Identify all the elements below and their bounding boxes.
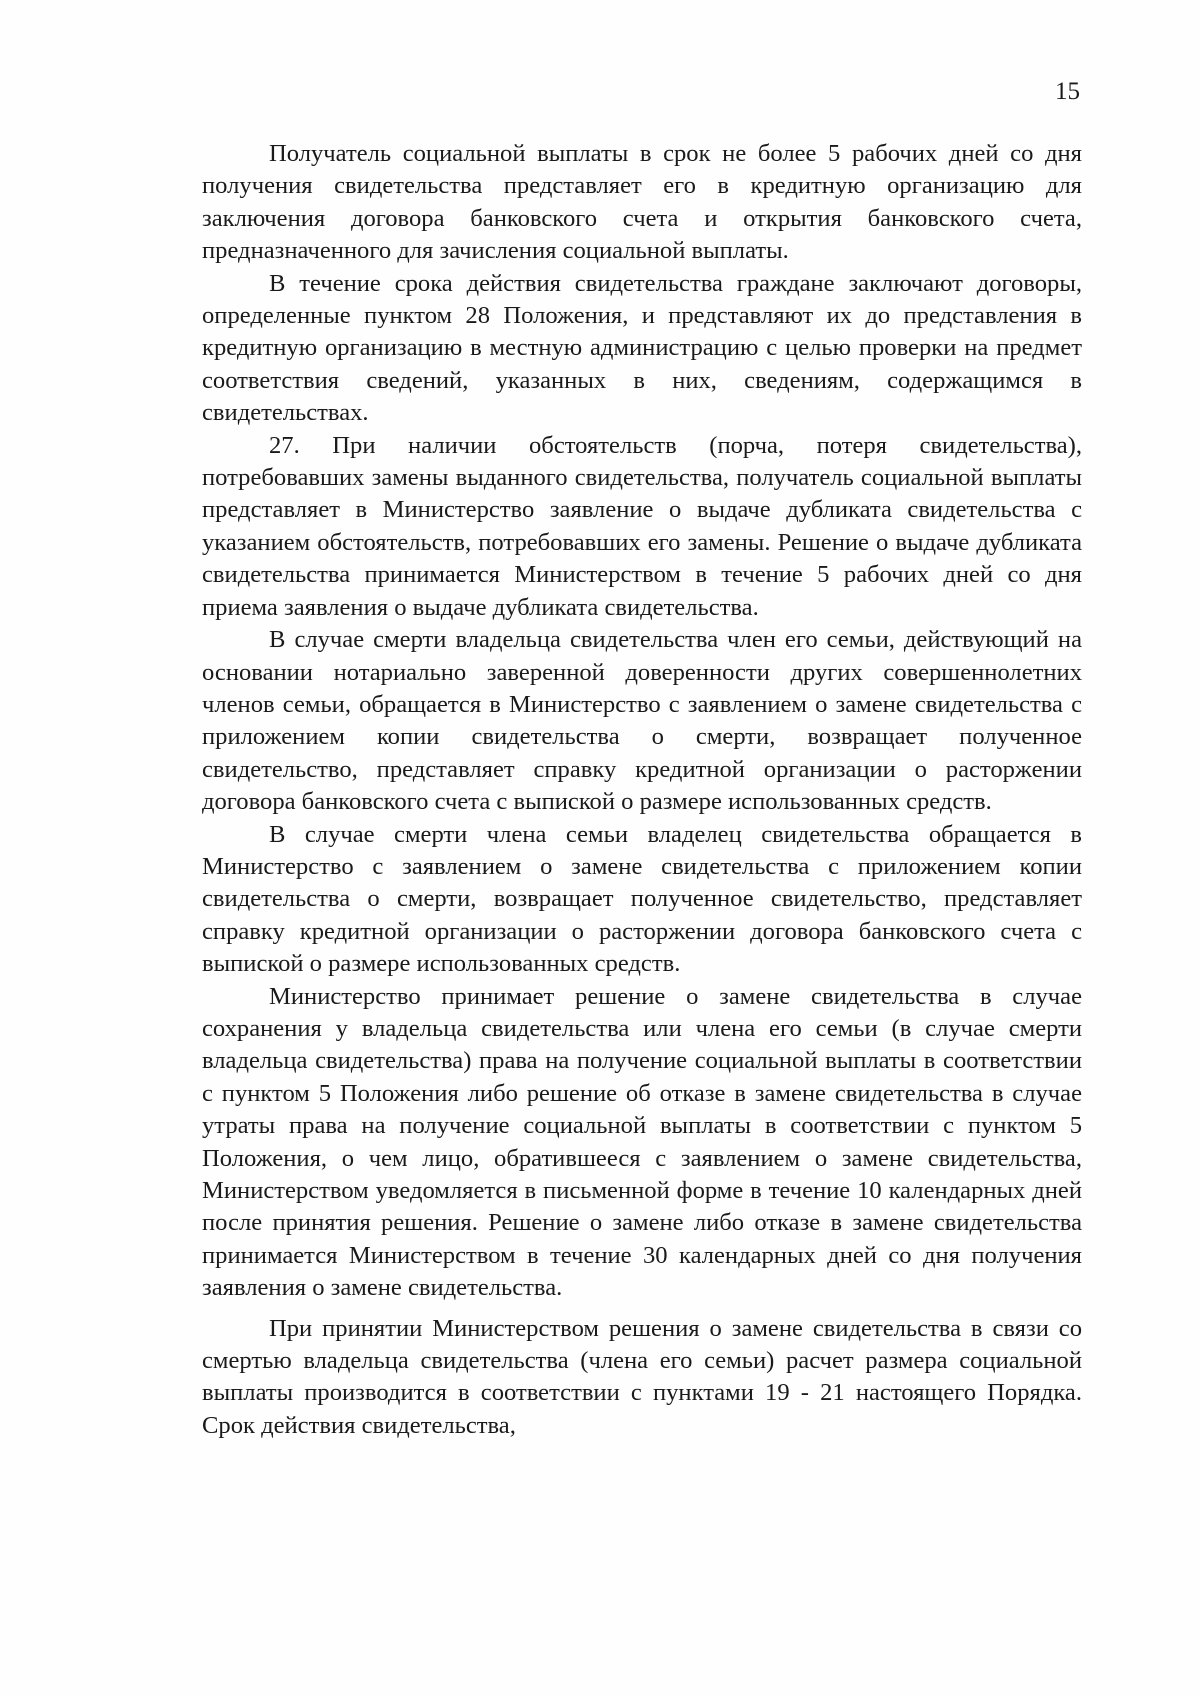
paragraph: При принятии Министерством решения о замене свидетельства в связи со смертью владельца свидетельства (члена его семьи) расчет размера социальной выплаты производится в соответствии с пунктами 19 - 21 настоящего Порядка. Срок действия свидетельства, xyxy=(202,1314,1082,1439)
document-body xyxy=(202,138,1082,1442)
paragraph: В случае смерти члена семьи владелец свидетельства обращается в Министерство с заявлением о замене свидетельства с приложением копии свидетельства о смерти, возвращает полученное свидетельство, представляет справку кредитной организации о расторжении договора банковского счета с выпиской о размере использованных средств. xyxy=(202,820,1082,978)
paragraph: Министерство принимает решение о замене свидетельства в случае сохранения у владельца свидетельства или члена его семьи (в случае смерти владельца свидетельства) права на получение социальной выплаты в соответствии с пунктом 5 Положения либо решение об отказе в замене свидетельства в случае утраты права на получение социальной выплаты в соответствии с пунктом 5 Положения, о чем лицо, обратившееся с заявлением о замене свидетельства, Министерством уведомляется в письменной форме в течение 10 календарных дней после принятия решения. Решение о замене либо отказе в замене свидетельства принимается Министерством в течение 30 календарных дней со дня получения заявления о замене свидетельства. xyxy=(202,982,1082,1302)
paragraph: Получатель социальной выплаты в срок не более 5 рабочих дней со дня получения свидетельства представляет его в кредитную организацию для заключения договора банковского счета и открытия банковского счета, предназначенного для зачисления социальной выплаты. xyxy=(202,140,1082,265)
paragraph: В течение срока действия свидетельства граждане заключают договоры, определенные пунктом 28 Положения, и представляют их до представления в кредитную организацию в местную администрацию с целью проверки на предмет соответствия сведений, указанных в них, сведениям, содержащимся в свидетельствах. xyxy=(202,269,1082,427)
paragraph: В случае смерти владельца свидетельства член его семьи, действующий на основании нотариально заверенной доверенности других совершеннолетних членов семьи, обращается в Министерство с заявлением о замене свидетельства с приложением копии свидетельства о смерти, возвращает полученное свидетельство, представляет справку кредитной организации о расторжении договора банковского счета с выпиской о размере использованных средств. xyxy=(202,626,1082,816)
paragraph: 27. При наличии обстоятельств (порча, потеря свидетельства), потребовавших замены выданного свидетельства, получатель социальной выплаты представляет в Министерство заявление о выдаче дубликата свидетельства с указанием обстоятельств, потребовавших его замены. Решение о выдаче дубликата свидетельства принимается Министерством в течение 5 рабочих дней со дня приема заявления о выдаче дубликата свидетельства. xyxy=(202,431,1082,621)
page-number: 15 xyxy=(1055,78,1080,105)
